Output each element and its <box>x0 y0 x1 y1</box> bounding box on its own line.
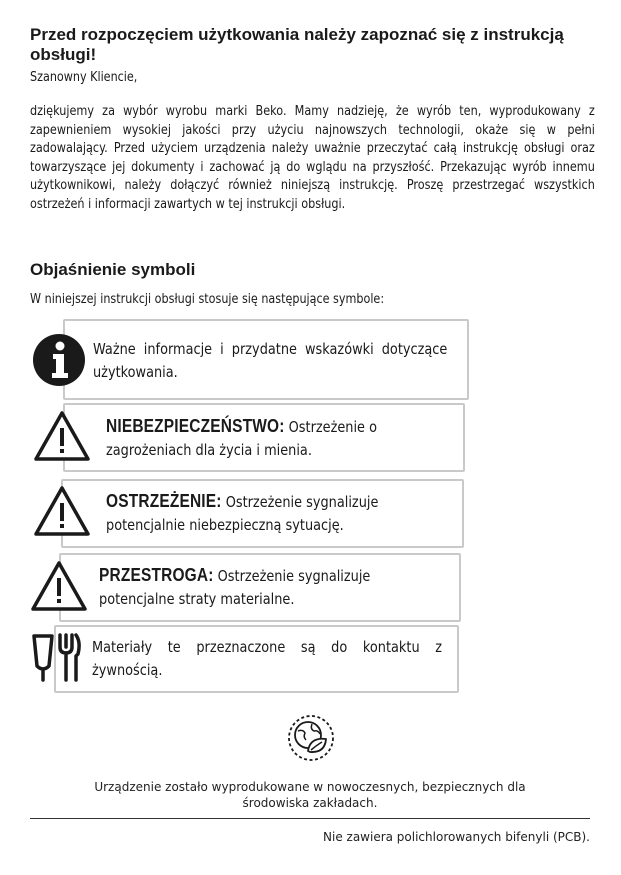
info-icon <box>32 333 86 387</box>
warning-triangle-icon <box>33 410 91 462</box>
symbol-food-text: Materiały te przeznaczone są do kontaktu z żywnością. <box>92 638 443 679</box>
symbols-lead: W niniejszej instrukcji obsługi stosuje się następujące symbole: <box>30 292 385 307</box>
pcb-footnote: Nie zawiera polichlorowanych bifenyli (PCB). <box>323 830 590 844</box>
caution-description: Ostrzeżenie sygnalizuje potencjalne straty materialne. <box>99 567 371 608</box>
symbol-danger-text <box>106 415 450 462</box>
salutation: Szanowny Kliencie, <box>30 70 138 85</box>
caution-keyword: PRZESTROGA: <box>99 565 214 585</box>
intro-paragraph: dziękujemy za wybór wyrobu marki Beko. Mamy nadzieję, że wyrób ten, wyprodukowany z zapewnieniem wysokiej jakości przy użyciu najnowszych technologii, okaże się w pełni zadowalający. Przed użyciem urządzenia należy uważnie przeczytać całą instrukcję obsługi oraz towarzyszące jej dokumenty i zachować ją do wglądu na przyszłość. Przekazując wyrób innemu użytkownikowi, należy dołączyć również niniejszą instrukcję. Proszę przestrzegać wszystkich ostrzeżeń i informacji zawartych w tej instrukcji obsługi. <box>30 104 595 212</box>
eco-caption: Urządzenie zostało wyprodukowane w nowoczesnych, bezpiecznych dla środowiska zakładach. <box>94 780 526 810</box>
danger-keyword: NIEBEZPIECZEŃSTWO: <box>106 416 285 436</box>
symbol-warning-text <box>106 490 450 537</box>
symbol-info-text: Ważne informacje i przydatne wskazówki dotyczące użytkowania. <box>93 340 448 381</box>
eco-globe-leaf-icon <box>286 713 336 763</box>
warning-description: Ostrzeżenie sygnalizuje potencjalnie niebezpieczną sytuację. <box>106 493 379 534</box>
symbol-caution-text <box>99 564 443 611</box>
danger-description: Ostrzeżenie o zagrożeniach dla życia i mienia. <box>106 418 377 459</box>
warning-triangle-icon <box>30 560 88 612</box>
page-title: Przed rozpoczęciem użytkowania należy zapoznać się z instrukcją obsługi! <box>30 25 564 64</box>
divider <box>30 818 590 819</box>
warning-triangle-icon <box>33 485 91 537</box>
warning-keyword: OSTRZEŻENIE: <box>106 491 222 511</box>
food-contact-icon <box>30 632 82 684</box>
symbols-heading: Objaśnienie symboli <box>30 260 196 279</box>
